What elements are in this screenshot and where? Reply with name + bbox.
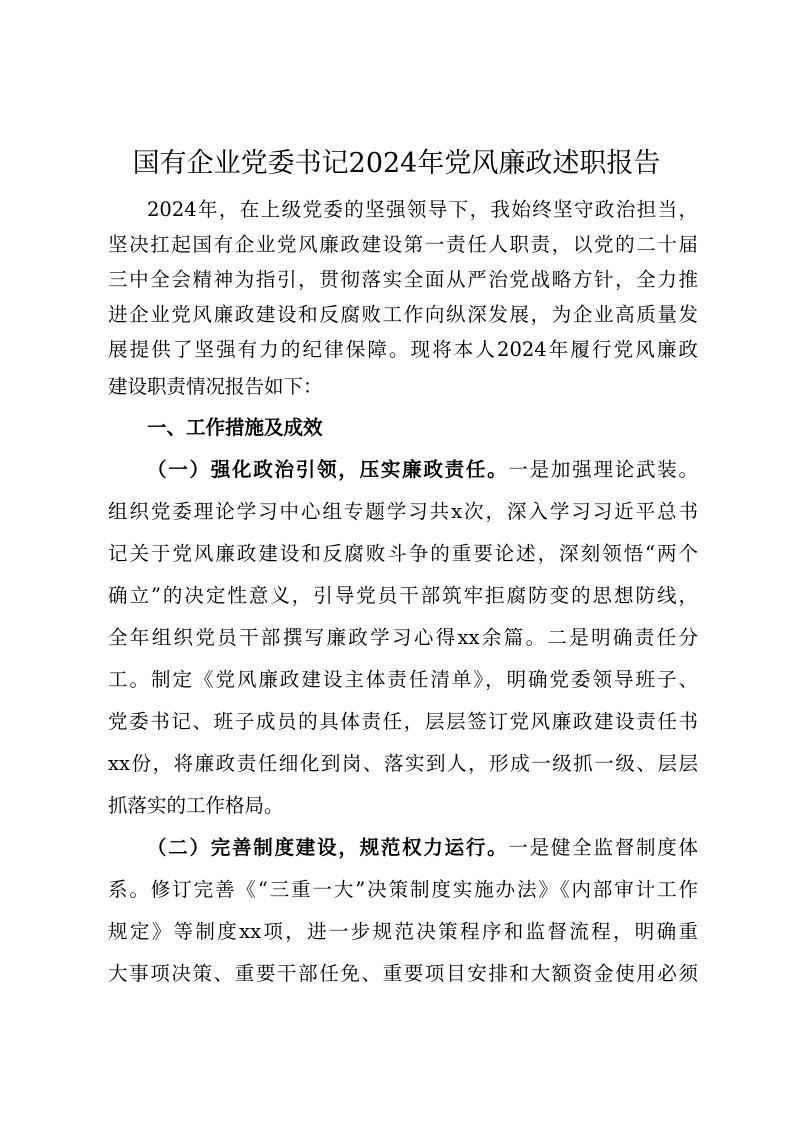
sub2-first-rest: 一是健全监督制度体 [508, 836, 698, 859]
sub1-line-5: 工。制定《党风廉政建设主体责任清单》，明确党委领导班子、 [108, 668, 698, 691]
sub1-line-8: 抓落实的工作格局。 [108, 794, 284, 817]
sub1-line-2: 记关于党风廉政建设和反腐败斗争的重要论述，深刻领悟“两个 [108, 542, 698, 565]
section-heading: 一、工作措施及成效 [147, 416, 323, 439]
intro-line-2: 坚决扛起国有企业党风廉政建设第一责任人职责，以党的二十届 [108, 233, 698, 256]
sub1-line-3: 确立”的决定性意义，引导党员干部筑牢拒腐防变的思想防线， [108, 584, 698, 607]
document-title: 国有企业党委书记2024年党风廉政述职报告 [132, 148, 661, 179]
sub1-line-1: 组织党委理论学习中心组专题学习共x次，深入学习习近平总书 [108, 500, 698, 523]
intro-line-5: 展提供了坚强有力的纪律保障。现将本人2024年履行党风廉政 [108, 338, 698, 361]
sub1-line-6: 党委书记、班子成员的具体责任，层层签订党风廉政建设责任书 [108, 710, 698, 733]
sub1-line-7: xx份，将廉政责任细化到岗、落实到人，形成一级抓一级、层层 [108, 752, 698, 775]
sub2-line-2: 规定》等制度xx项，进一步规范决策程序和监督流程，明确重 [108, 920, 698, 943]
sub1-first-line [147, 455, 698, 485]
sub2-lead: （二）完善制度建设，规范权力运行。 [147, 836, 509, 859]
sub2-first-line [147, 833, 698, 863]
sub2-line-1: 系。修订完善《“三重一大”决策制度实施办法》《内部审计工作 [108, 878, 698, 901]
sub1-line-4: 全年组织党员干部撰写廉政学习心得xx余篇。二是明确责任分 [108, 626, 698, 649]
intro-line-4: 进企业党风廉政建设和反腐败工作向纵深发展，为企业高质量发 [108, 303, 698, 326]
sub1-first-rest: 一是加强理论武装。 [508, 458, 698, 481]
sub2-line-3: 大事项决策、重要干部任免、重要项目安排和大额资金使用必须 [108, 962, 698, 985]
sub1-lead: （一）强化政治引领，压实廉政责任。 [147, 458, 509, 481]
intro-line-1: 2024年，在上级党委的坚强领导下，我始终坚守政治担当， [147, 198, 698, 221]
intro-line-3: 三中全会精神为指引，贯彻落实全面从严治党战略方针，全力推 [108, 268, 698, 291]
intro-line-6: 建设职责情况报告如下： [108, 375, 323, 398]
